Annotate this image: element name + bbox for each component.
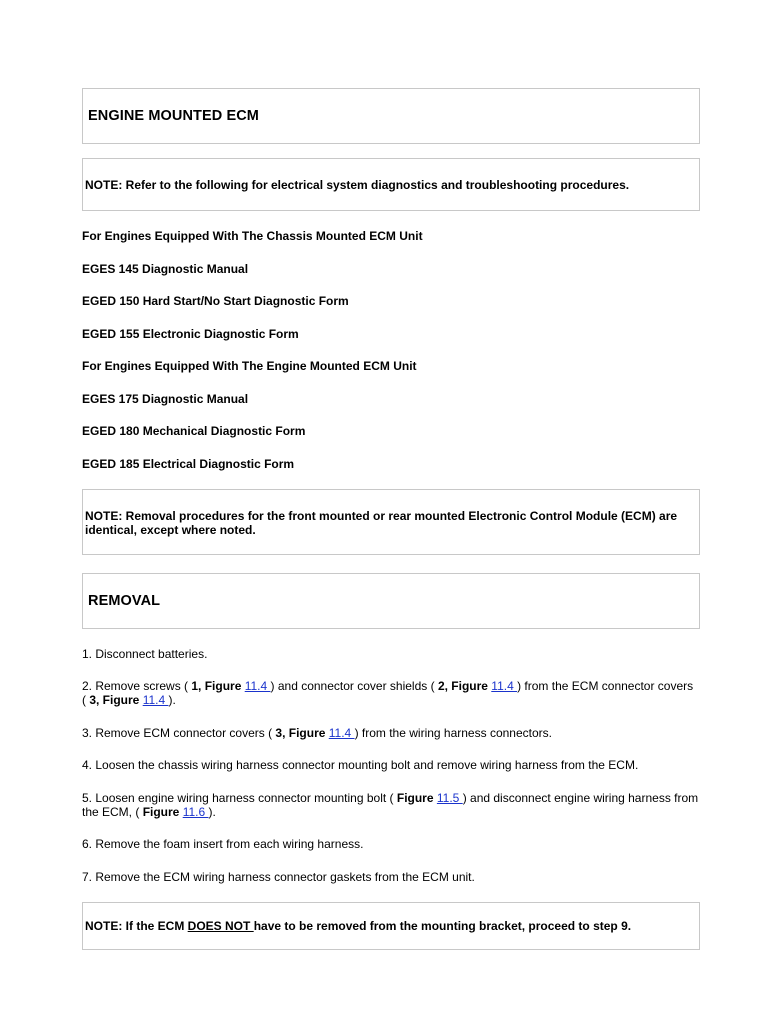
figure-link[interactable]: 11.4 — [328, 725, 355, 740]
reference-item: EGED 180 Mechanical Diagnostic Form — [82, 424, 306, 438]
removal-heading-box — [82, 573, 700, 629]
step-1: 1. Disconnect batteries. — [82, 646, 208, 661]
removal-steps — [82, 647, 700, 884]
figure-link[interactable]: 11.4 — [244, 679, 271, 693]
figure-link[interactable]: 11.5 — [436, 790, 463, 805]
reference-item: EGED 155 Electronic Diagnostic Form — [82, 326, 299, 341]
reference-item: EGED 150 Hard Start/No Start Diagnostic Form — [82, 294, 349, 308]
note-removal-text: NOTE: Removal procedures for the front mounted or rear mounted Electronic Control Module (ECM) are identical, except where noted. — [85, 508, 678, 537]
note-bracket-tail: have to be removed from the mounting bracket, proceed to step 9. — [253, 918, 632, 933]
step-text: ) from the ECM connector covers ( — [82, 679, 694, 707]
figure-link[interactable]: 11.4 — [142, 693, 169, 707]
note-mounting-bracket — [82, 902, 700, 950]
step-text: ) and connector cover shields ( — [270, 679, 438, 693]
reference-item: For Engines Equipped With The Engine Mounted ECM Unit — [82, 359, 417, 373]
figure-link[interactable]: 11.6 — [182, 804, 209, 819]
step-bold: 1, Figure — [191, 679, 245, 693]
step-4: 4. Loosen the chassis wiring harness connector mounting bolt and remove wiring harness from the ECM. — [82, 758, 639, 772]
step-bold: 2, Figure — [437, 679, 492, 693]
step-3 — [82, 726, 700, 740]
step-text: 2. Remove screws ( — [82, 679, 192, 693]
step-bold: Figure — [142, 804, 183, 819]
document-page — [82, 88, 700, 950]
reference-item: EGES 175 Diagnostic Manual — [82, 391, 249, 406]
reference-item: EGED 185 Electrical Diagnostic Form — [82, 456, 295, 471]
note-diagnostics — [82, 158, 700, 211]
reference-list — [82, 229, 700, 471]
step-text: ) and disconnect engine wiring harness from the ECM, ( — [82, 790, 699, 819]
title-box — [82, 88, 700, 144]
note-bracket-lead: NOTE: If the ECM — [85, 918, 188, 933]
step-5 — [82, 791, 700, 819]
step-text: 3. Remove ECM connector covers ( — [82, 725, 276, 740]
removal-heading: REMOVAL — [88, 592, 161, 609]
note-bracket-emphasis: DOES NOT — [187, 918, 254, 933]
step-bold: 3, Figure — [89, 693, 143, 707]
step-bold: Figure — [396, 790, 437, 805]
note-bracket-text — [85, 919, 631, 933]
step-bold: 3, Figure — [275, 725, 329, 740]
step-text: ) from the wiring harness connectors. — [354, 725, 552, 740]
step-6: 6. Remove the foam insert from each wiring harness. — [82, 837, 364, 851]
step-text: ). — [168, 693, 176, 707]
reference-item: For Engines Equipped With The Chassis Mounted ECM Unit — [82, 229, 423, 243]
step-2 — [82, 679, 700, 707]
step-text: ). — [208, 804, 216, 819]
figure-link[interactable]: 11.4 — [491, 679, 518, 693]
note-diagnostics-text: NOTE: Refer to the following for electrical system diagnostics and troubleshooting procedures. — [85, 177, 630, 192]
reference-item: EGES 145 Diagnostic Manual — [82, 261, 249, 276]
step-text: 5. Loosen engine wiring harness connector mounting bolt ( — [82, 790, 397, 805]
page-title: ENGINE MOUNTED ECM — [88, 108, 259, 124]
step-7: 7. Remove the ECM wiring harness connector gaskets from the ECM unit. — [82, 869, 475, 884]
note-removal-procedures — [82, 489, 700, 555]
